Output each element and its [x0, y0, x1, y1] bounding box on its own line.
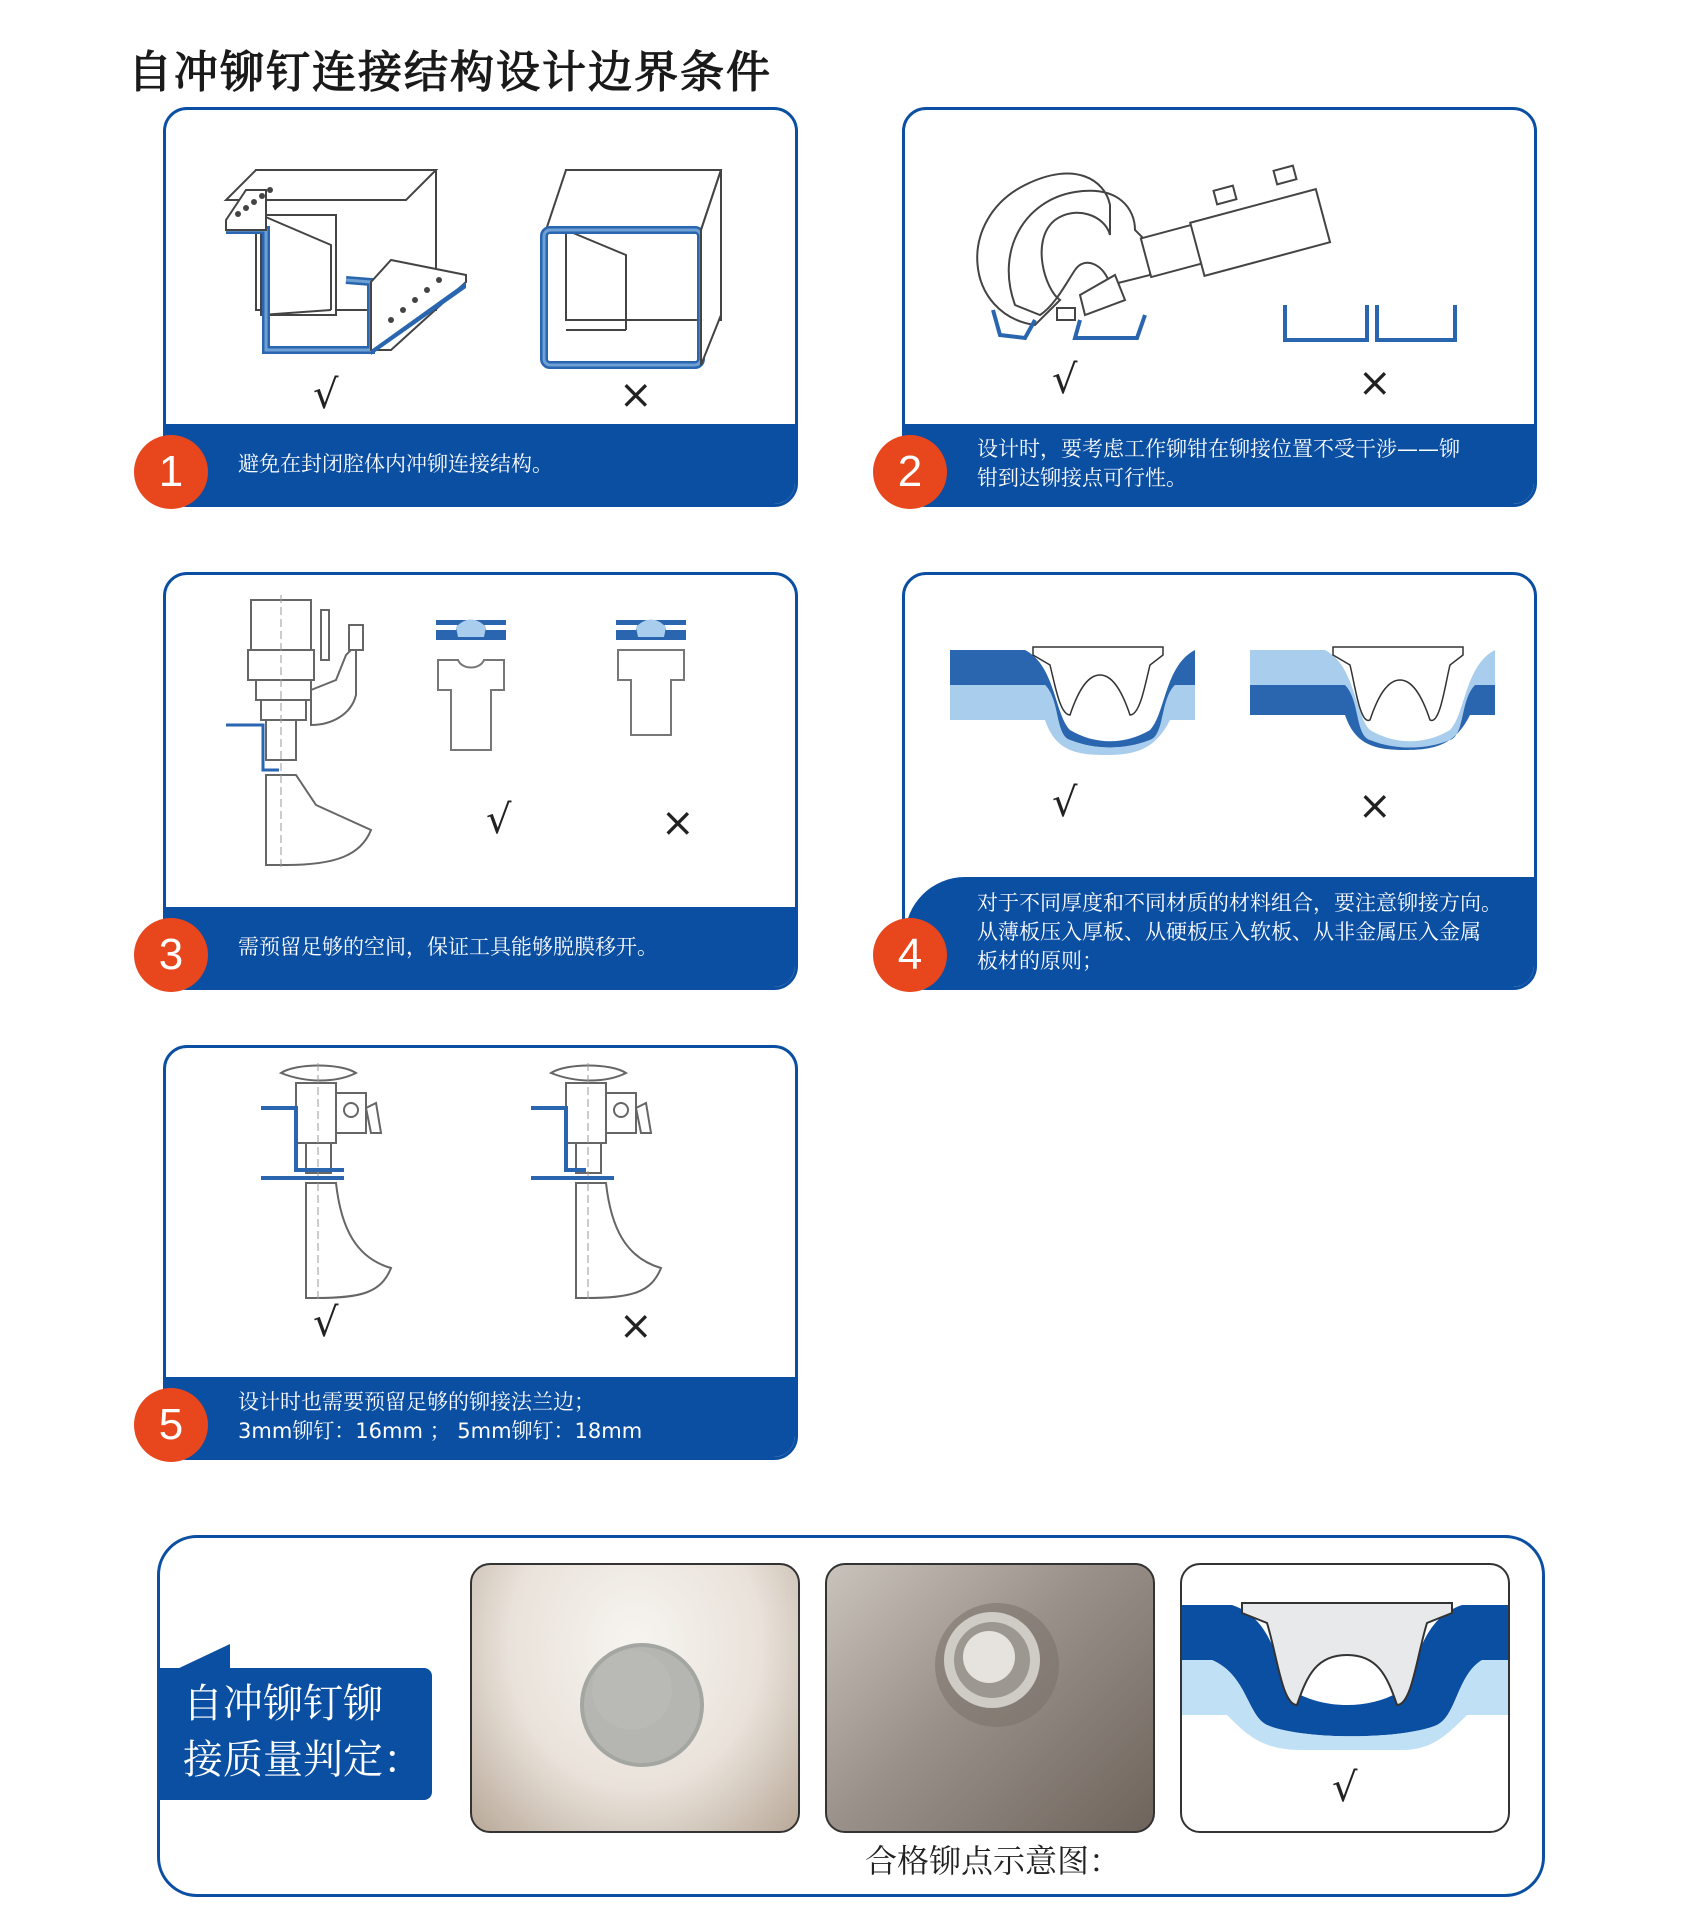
card-1-caption: 避免在封闭腔体内冲铆连接结构。 [166, 424, 795, 504]
badge-1: 1 [134, 435, 208, 509]
page-title: 自冲铆钉连接结构设计边界条件 [128, 47, 772, 98]
rivet-photo-bottom [825, 1563, 1155, 1833]
correct-mark-icon: √ [1332, 1765, 1358, 1811]
card-2 [902, 107, 1537, 507]
rivet-head-image [472, 1565, 800, 1833]
card-5 [163, 1045, 798, 1460]
card-3-caption: 需预留足够的空间，保证工具能够脱膜移开。 [166, 907, 795, 987]
correct-mark-icon: √ [486, 797, 512, 843]
card-3-figure [166, 575, 798, 905]
rivet-section-diagram [1180, 1563, 1510, 1833]
badge-5: 5 [134, 1388, 208, 1462]
card-5-caption: 设计时也需要预留足够的铆接法兰边； 3mm铆钉：16mm ； 5mm铆钉：18mm [166, 1377, 795, 1457]
correct-mark-icon: √ [313, 372, 339, 418]
card-4 [902, 572, 1537, 990]
label-flag-shape [175, 1644, 230, 1670]
card-1-figure [166, 110, 798, 430]
wrong-mark-icon: × [661, 800, 695, 846]
rivet-photo-top [470, 1563, 800, 1833]
wrong-mark-icon: × [619, 372, 653, 418]
card-2-caption: 设计时，要考虑工作铆钳在铆接位置不受干涉——铆 钳到达铆接点可行性。 [905, 424, 1534, 504]
card-4-figure [905, 575, 1537, 875]
badge-4: 4 [873, 918, 947, 992]
card-5-figure [166, 1048, 798, 1378]
wrong-mark-icon: × [1358, 360, 1392, 406]
rivet-button-image [827, 1565, 1155, 1833]
wrong-mark-icon: × [619, 1303, 653, 1349]
wrong-mark-icon: × [1358, 783, 1392, 829]
correct-mark-icon: √ [1052, 780, 1078, 826]
badge-3: 3 [134, 918, 208, 992]
card-2-figure [905, 110, 1537, 430]
card-1 [163, 107, 798, 507]
card-3 [163, 572, 798, 990]
badge-2: 2 [873, 435, 947, 509]
quality-label: 自冲铆钉铆 接质量判定： [157, 1668, 432, 1800]
correct-mark-icon: √ [1052, 357, 1078, 403]
correct-mark-icon: √ [313, 1300, 339, 1346]
card-4-caption: 对于不同厚度和不同材质的材料组合，要注意铆接方向。 从薄板压入厚板、从硬板压入软板、从非金属压入金属 板材的原则； [905, 877, 1534, 987]
qualified-rivet-caption: 合格铆点示意图： [865, 1842, 1122, 1880]
